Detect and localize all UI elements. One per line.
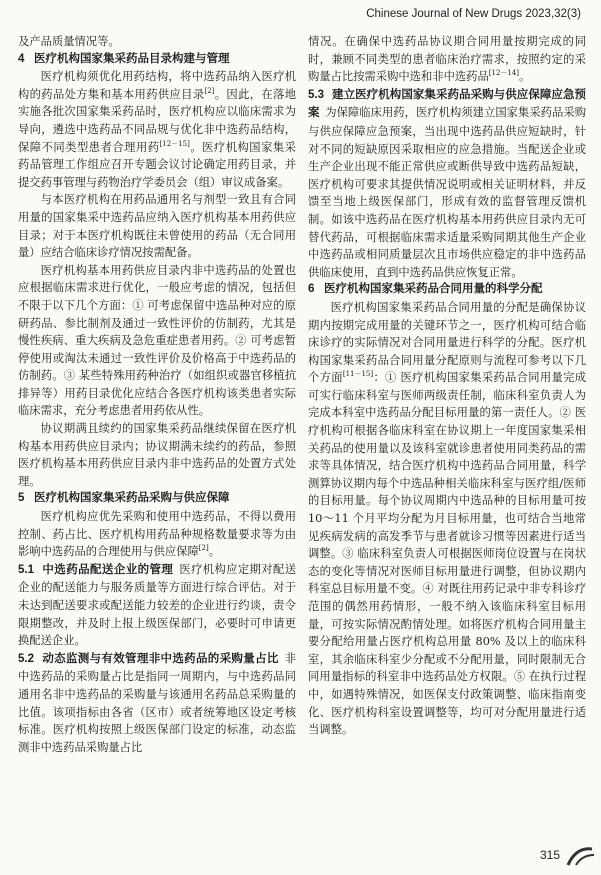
text: 医疗机构国家集采药品合同用量的分配是确保协议期内按期完成用量的关键环节之一，医疗机构可结合临床诊疗的实际情况对合同用量进行科学的分配。医疗机构国家集采药品合同用量分配原则与流程可参考以下几个方面 xyxy=(308,300,586,385)
section-title: 医疗机构国家集采药品采购与供应保障 xyxy=(34,492,230,505)
text: 非中选药品的采购量占比是指同一周期内，与中选药品同通用名非中选药品的采购量与该通用名药品总采购量的比值。该项指标由各省（区市）或者统筹地区设定考核标准。医疗机构按照上级医保部门设定的标准，动态监测非中选药品采购量占比 xyxy=(18,651,296,754)
section-5-heading xyxy=(18,490,296,508)
section-number: 4 xyxy=(18,52,25,65)
paragraph xyxy=(18,68,296,191)
paragraph xyxy=(18,508,296,561)
text: 。医疗机构国家集采药品管理工作组应召开专题会议讨论确定用药目录，并提交药事管理与药物治疗学委员会（组）审议成备案。 xyxy=(18,140,296,189)
text: ：① 医疗机构国家集采药品合同用量完成可实行临床科室与医师两级责任制，临床科室负责人为完成本科室中选药品分配目标用量的第一责任人。② 医疗机构可根据各临床科室在协议期上一年度国家集采相关药品的使用量以及该科室就诊患者使用同类药品的需求等具体情况，结合医疗机构中选药品合同用量，科学测算协议期内每个中选品种相关临床科室与医疗组/医师的目标用量。每个协议周期内中选品种的目标用量可按 10～11 个月平均分配为月目标用量，也可结合当地常见疾病发病的高发季节与患者就诊习惯等因素进行适当调整。③ 临床科室负责人可根据医师岗位设置与在岗状态的变化等情况对医师目标用量进行调整，但协议期内科室总目标用量不变。④ 对既往用药记录中非专科诊疗范围的偶然用药情形，一般不纳入该临床科室目标用量，可按实际情况酌情处理。如将医疗机构合同用量主要分配给用量占医疗机构总用量 80% 及以上的临床科室，其余临床科室少分配或不分配用量，同时限制无合同用量指标的科室非中选药品处方权限。⑤ 在执行过程中，如遇特殊情况，如医保支付政策调整、临床指南变化、医疗机构科室设置调整等，均可对分配用量进行适当调整。 xyxy=(308,371,586,737)
text: 。 xyxy=(519,70,531,84)
section-6-heading xyxy=(308,281,586,299)
section-number: 6 xyxy=(308,283,315,296)
section-4-heading xyxy=(18,51,296,69)
paragraph: 及产品质量情况等。 xyxy=(18,35,120,48)
subsection-5-3 xyxy=(308,86,586,282)
text: 。 xyxy=(208,545,220,559)
citation: [11－15] xyxy=(342,370,374,379)
citation: [12－14] xyxy=(488,69,520,78)
subsection-number: 5.1 xyxy=(18,563,34,576)
section-number: 5 xyxy=(18,492,25,505)
citation: [12－15] xyxy=(159,139,190,148)
paragraph xyxy=(308,299,586,739)
left-column xyxy=(18,33,296,756)
citation: [2] xyxy=(198,544,209,553)
subsection-5-1 xyxy=(18,561,296,650)
paragraph: 与本医疗机构在用药品通用名与剂型一致且有合同用量的国家集采中选药品应纳入医疗机构基本用药供应目录；对于本医疗机构既往未曾使用的药品（无合同用量）应结合临床诊疗情况按需配备。 xyxy=(18,193,296,260)
subsection-5-2 xyxy=(18,650,296,757)
subsection-title: 中选药品配送企业的管理 xyxy=(42,563,174,576)
journal-logo-icon xyxy=(566,845,596,867)
text: 医疗机构应定期对配送企业的配送能力与服务质量等方面进行综合评估。对于未达到配送要求或配送能力较差的企业进行约谈，责令限期整改，并及时上报上级医保部门，必要时可申请更换配送企业。 xyxy=(18,562,296,648)
subsection-number: 5.3 xyxy=(308,88,324,101)
section-title: 医疗机构国家集采药品目录构建与管理 xyxy=(34,52,230,65)
page-number: 315 xyxy=(540,848,561,862)
text: 医疗机构须优化用药结构，将中选药品纳入医疗机构的药品处方集和基本用药供应目录 xyxy=(18,70,296,101)
subsection-title: 动态监测与有效管理非中选药品的采购量占比 xyxy=(42,652,279,665)
journal-header: Chinese Journal of New Drugs 2023,32(3) xyxy=(366,8,581,20)
article-body xyxy=(18,33,584,841)
text: 为保障临床用药，医疗机构须建立国家集采药品采购与供应保障应急预案，当出现中选药品供应短缺时，针对不同的短缺原因采取相应的应急措施。当配送企业或生产企业出现不能正常供应或断供导致中选药品短缺，医疗机构可要求其提供情况说明或相关证明材料，并反馈至当地上级医保部门，形成有效的监督管理反馈机制。如该中选药品在医疗机构基本用药供应目录内无可替代药品，可根据临床需求适量采购同期其他生产企业中选药品或相同质量层次且市场供应稳定的非中选药品供临床使用，直到中选药品供应恢复正常。 xyxy=(308,106,586,279)
citation: [2] xyxy=(204,87,215,96)
subsection-title: 建立医疗机构国家集采药品采购与供应保障应急预案 xyxy=(308,88,586,120)
right-column xyxy=(308,33,586,739)
text: 。因此，在落地实施各批次国家集采药品时，医疗机构应以临床需求为导向，遴选中选药品不同品规与优化非中选药品结构，保障不同类型患者合理用药 xyxy=(18,87,296,154)
section-title: 医疗机构国家集采药品合同用量的科学分配 xyxy=(324,283,543,296)
paragraph: 协议期满且续约的国家集采药品继续保留在医疗机构基本用药供应目录内；协议期满未续约的药品，参照医疗机构基本用药供应目录内非中选药品的处置方式处理。 xyxy=(18,422,296,488)
paragraph xyxy=(308,33,586,86)
paragraph: 医疗机构基本用药供应目录内非中选药品的处置也应根据临床需求进行优化，一般应考虑的情况，包括但不限于以下几个方面：① 可考虑保留中选品种对应的原研药品、参比制剂及通过一致性评价的仿制药，尤其是慢性疾病、重大疾病及急危重症患者用药。② 可考虑暂停使用或淘汰未通过一致性评价及价格高于中选药品的仿制药。③ 某些特殊用药种治疗（如组织或器官移植抗排异等）用药目录优化应结合各医疗机构该类患者实际临床需求，充分考虑患者用药依从性。 xyxy=(18,263,296,418)
text: 医疗机构应优先采购和使用中选药品，不得以费用控制、药占比、医疗机构用药品种规格数量要求等为由影响中选药品的合理使用与供应保障 xyxy=(18,510,296,559)
subsection-number: 5.2 xyxy=(18,652,34,665)
text: 情况。在确保中选药品协议期合同用量按期完成的同时，兼顾不同类型的患者临床治疗需求，按照约定的采购量占比按需采购中选和非中选药品 xyxy=(308,35,586,84)
